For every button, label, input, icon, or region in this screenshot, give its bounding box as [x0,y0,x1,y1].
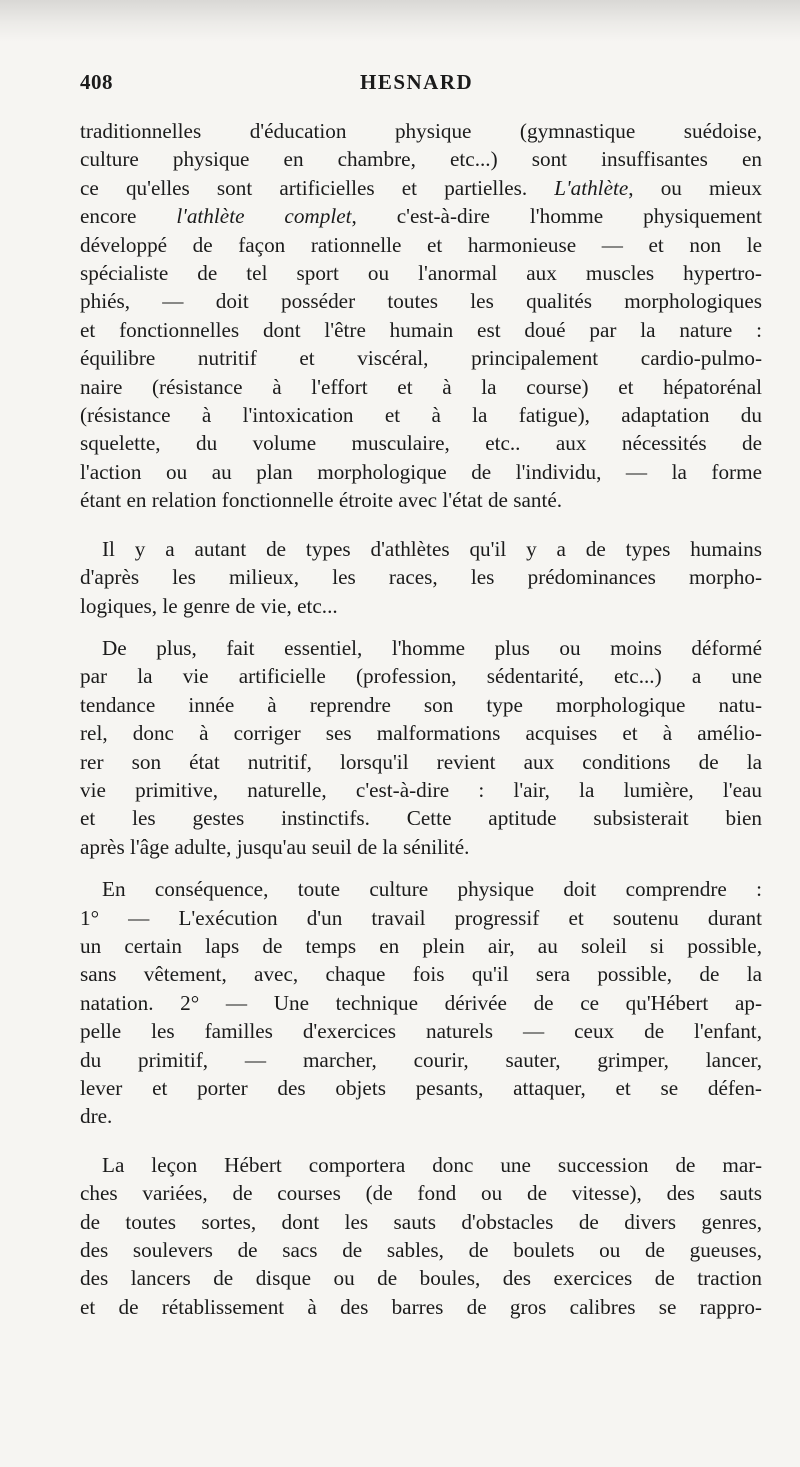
text-line: natation. 2° — Une technique dérivée de ce qu'Hébert ap- [80,990,762,1015]
text-line: et de rétablissement à des barres de gros calibres se rappro- [80,1294,762,1319]
text-line: 1° — L'exécution d'un travail progressif et soutenu durant [80,905,762,930]
paragraph-gap [80,620,762,634]
italic-term: L'athlète [554,175,629,200]
text-line: culture physique en chambre, etc...) sont insuffisantes en [80,147,762,172]
text-line: traditionnelles d'éducation physique (gymnastique suédoise, [80,119,762,143]
text-line: Il y a autant de types d'athlètes qu'il y a de types humains [102,536,762,561]
text-line: après l'âge adulte, jusqu'au seuil de la sénilité. [80,834,470,859]
paragraph-5 [80,1151,762,1321]
text-line: l'action ou au plan morphologique de l'individu, — la forme [80,459,762,484]
text-line: équilibre nutritif et viscéral, principalement cardio-pulmo- [80,346,762,371]
text-line: De plus, fait essentiel, l'homme plus ou moins déformé [102,635,762,660]
text-fragment: encore [80,204,177,229]
text-line: phiés, — doit posséder toutes les qualités morphologiques [80,289,762,314]
text-line: des soulevers de sacs de sables, de boulets ou de gueuses, [80,1238,762,1263]
text-line: (résistance à l'intoxication et à la fatigue), adaptation du [80,403,762,428]
text-line: spécialiste de tel sport ou l'anormal aux muscles hypertro- [80,261,762,286]
text-line: et fonctionnelles dont l'être humain est doué par la nature : [80,317,762,342]
text-fragment: ce qu'elles sont artificielles et partielles. [80,175,555,200]
running-head: HESNARD [360,70,474,94]
text-line: dre. [80,1104,113,1129]
text-line: En conséquence, toute culture physique doit comprendre : [102,877,762,902]
text-line [80,174,762,202]
text-line: ches variées, de courses (de fond ou de vitesse), des sauts [80,1181,762,1206]
text-line: par la vie artificielle (profession, sédentarité, etc...) a une [80,664,762,689]
text-line: logiques, le genre de vie, etc... [80,593,338,618]
text-line: tendance innée à reprendre son type morphologique natu- [80,692,762,717]
text-line: lever et porter des objets pesants, attaquer, et se défen- [80,1076,762,1100]
italic-term: l'athlète complet [176,204,352,229]
text-line: étant en relation fonctionnelle étroite avec l'état de santé. [80,488,563,513]
paragraph-4 [80,875,762,1131]
page-header [80,70,760,100]
paragraph-1 [80,117,762,515]
paragraph-3 [80,634,762,861]
text-line: rel, donc à corriger ses malformations acquises et à amélio- [80,721,762,746]
text-line: développé de façon rationnelle et harmonieuse — et non le [80,232,762,257]
text-line: du primitif, — marcher, courir, sauter, grimper, lancer, [80,1047,762,1072]
text-line: de toutes sortes, dont les sauts d'obstacles de divers genres, [80,1209,762,1234]
text-line: rer son état nutritif, lorsqu'il revient aux conditions de la [80,749,762,774]
text-line: squelette, du volume musculaire, etc.. aux nécessités de [80,431,762,456]
text-line: naire (résistance à l'effort et à la course) et hépatorénal [80,374,762,399]
paragraph-gap [80,1131,762,1151]
scan-edge [0,0,800,42]
page-body [80,117,762,1321]
text-line [80,202,762,230]
text-fragment: , c'est-à-dire l'homme physiquement [351,204,762,229]
text-line: La leçon Hébert comportera donc une succession de mar- [102,1152,762,1177]
paragraph-gap [80,861,762,875]
text-line: d'après les milieux, les races, les prédominances morpho- [80,565,762,590]
paragraph-2 [80,535,762,620]
text-line: vie primitive, naturelle, c'est-à-dire : l'air, la lumière, l'eau [80,777,762,802]
text-line: pelle les familles d'exercices naturels — ceux de l'enfant, [80,1019,762,1044]
page-number: 408 [80,70,113,94]
text-line: sans vêtement, avec, chaque fois qu'il sera possible, de la [80,962,762,987]
text-line: un certain laps de temps en plein air, au soleil si possible, [80,933,762,958]
text-line: des lancers de disque ou de boules, des exercices de traction [80,1266,762,1291]
text-line: et les gestes instinctifs. Cette aptitude subsisterait bien [80,806,762,831]
text-fragment: , ou mieux [628,175,762,200]
paragraph-gap [80,515,762,535]
